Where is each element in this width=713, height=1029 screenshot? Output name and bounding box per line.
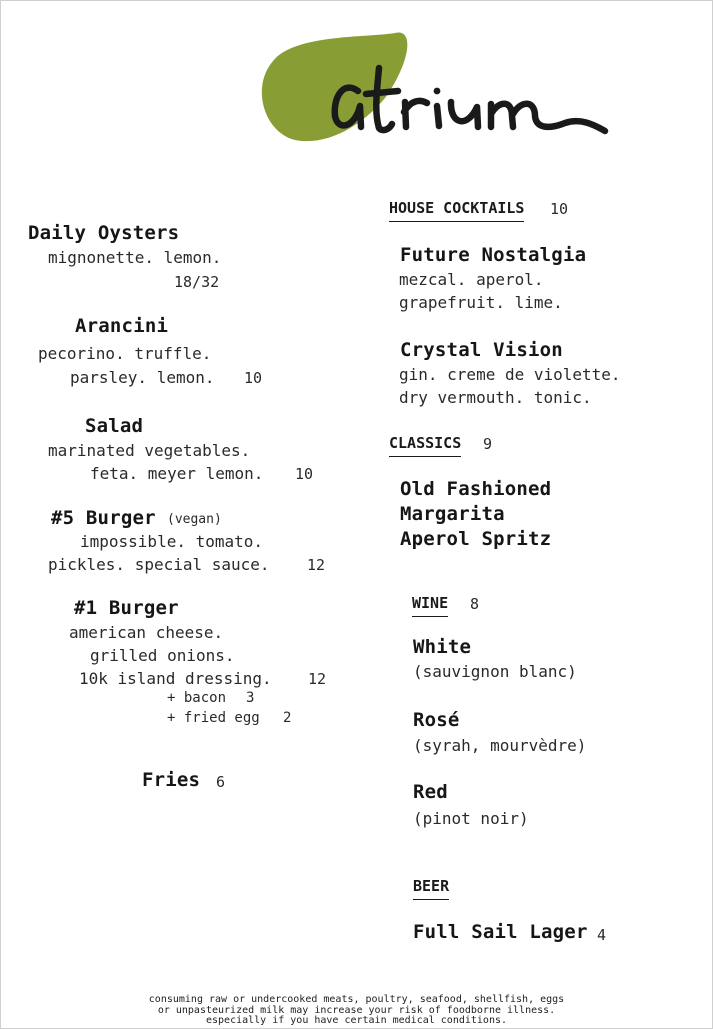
wine-desc: (sauvignon blanc): [413, 662, 577, 681]
wine-price: 8: [470, 595, 480, 613]
cocktail-desc: mezcal. aperol.: [399, 270, 544, 289]
burger5-name: #5 Burger: [51, 507, 156, 529]
classic-item: Margarita: [400, 503, 505, 525]
logo-dot: [434, 88, 441, 95]
classic-item: Old Fashioned: [400, 478, 552, 500]
addon-egg-label: + fried egg: [167, 710, 260, 726]
atrium-logo: [255, 28, 615, 153]
logo-blob: [262, 33, 408, 142]
oysters-name: Daily Oysters: [28, 222, 180, 244]
arancini-desc-1: pecorino. truffle.: [38, 344, 212, 363]
footer-warning-line-2: or unpasteurized milk may increase your risk of foodborne illness.: [157, 1005, 556, 1016]
addon-bacon-label: + bacon: [167, 690, 227, 706]
wine-desc: (syrah, mourvèdre): [413, 736, 587, 755]
section-beer: BEER: [413, 877, 449, 900]
footer-warning-line-1: consuming raw or undercooked meats, poultry, seafood, shellfish, eggs: [148, 994, 565, 1005]
burger5-price: 12: [307, 556, 326, 574]
burger1-price: 12: [308, 670, 327, 688]
wine-desc: (pinot noir): [413, 809, 529, 828]
section-classics: CLASSICS: [389, 434, 461, 457]
cocktail-desc: dry vermouth. tonic.: [399, 388, 592, 407]
cocktail-desc: grapefruit. lime.: [399, 293, 563, 312]
wine-name: Red: [413, 781, 448, 803]
arancini-name: Arancini: [75, 315, 169, 337]
salad-name: Salad: [85, 415, 144, 437]
section-wine: WINE: [412, 594, 448, 617]
cocktail-name: Future Nostalgia: [400, 244, 587, 266]
beer-name: Full Sail Lager: [413, 921, 588, 943]
cocktail-desc: gin. creme de violette.: [399, 365, 621, 384]
burger1-desc-3: 10k island dressing.: [79, 669, 272, 688]
burger1-desc-1: american cheese.: [69, 623, 224, 642]
footer-warning-line-3: especially if you have certain medical conditions.: [205, 1015, 508, 1026]
burger1-name: #1 Burger: [74, 597, 179, 619]
addon-bacon-price: 3: [246, 690, 255, 706]
addon-egg-price: 2: [283, 710, 292, 726]
cocktail-name: Crystal Vision: [400, 339, 563, 361]
burger1-desc-2: grilled onions.: [90, 646, 235, 665]
beer-price: 4: [597, 926, 607, 944]
salad-desc-2: feta. meyer lemon.: [90, 464, 264, 483]
classics-price: 9: [483, 435, 493, 453]
burger5-desc-1: impossible. tomato.: [80, 532, 264, 551]
fries-name: Fries: [142, 769, 201, 791]
arancini-desc-2: parsley. lemon.: [70, 368, 215, 387]
house-cocktails-price: 10: [550, 200, 569, 218]
wine-name: Rosé: [413, 709, 460, 731]
salad-desc-1: marinated vegetables.: [48, 441, 251, 460]
arancini-price: 10: [244, 369, 263, 387]
fries-price: 6: [216, 773, 226, 791]
oysters-price: 18/32: [174, 273, 220, 291]
burger5-desc-2: pickles. special sauce.: [48, 555, 270, 574]
wine-name: White: [413, 636, 472, 658]
classic-item: Aperol Spritz: [400, 528, 552, 550]
section-house-cocktails: HOUSE COCKTAILS: [389, 199, 524, 222]
oysters-desc: mignonette. lemon.: [48, 248, 222, 267]
salad-price: 10: [295, 465, 314, 483]
burger5-vegan-note: (vegan): [167, 512, 222, 527]
